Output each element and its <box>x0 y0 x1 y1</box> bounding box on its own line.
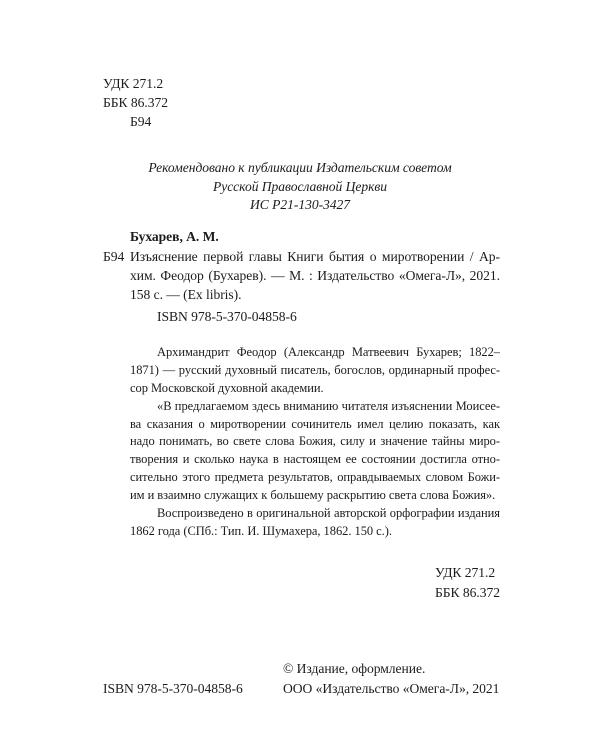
annotation-line: «В предлагаемом здесь вниманию читателя изъяснении Моисее- <box>157 398 500 413</box>
annotation-line: надо понимать, во свете слова Божия, силу и значение тайны миро- <box>130 434 500 449</box>
isbn-bottom: ISBN 978-5-370-04858-6 <box>103 681 243 696</box>
publisher-copyright: ООО «Издательство «Омега-Л», 2021 <box>283 681 500 696</box>
annotation-line: 1871) — русский духовный писатель, богослов, ординарный профес- <box>130 362 500 377</box>
author-mark: Б94 <box>130 114 152 129</box>
description-line: хим. Феодор (Бухарев). — М. : Издательство «Омега-Л», 2021. <box>130 268 500 283</box>
udk-code: УДК 271.2 <box>435 565 496 580</box>
recommendation-number: ИС Р21-130-3427 <box>249 197 351 213</box>
udk-code: УДК 271.2 <box>103 76 164 91</box>
recommendation-line: Русской Православной Церкви <box>212 178 388 194</box>
annotation-line: сор Московской духовной академии. <box>130 380 324 395</box>
classification-top <box>103 74 168 131</box>
description-author-mark: Б94 <box>103 249 125 264</box>
bibliographic-description <box>130 247 500 304</box>
annotation <box>130 344 500 541</box>
annotation-line: Воспроизведено в оригинальной авторской орфографии издания <box>157 506 500 521</box>
bbk-code: ББК 86.372 <box>435 585 500 600</box>
isbn: ISBN 978-5-370-04858-6 <box>157 309 297 324</box>
recommendation-line: Рекомендовано к публикации Издательским советом <box>148 160 452 175</box>
annotation-line: 1862 года (СПб.: Тип. И. Шумахера, 1862. 150 с.). <box>130 523 392 538</box>
description-line: 158 с. — (Ex libris). <box>130 287 242 302</box>
copyright-notice: © Издание, оформление. <box>283 661 426 676</box>
annotation-line: Архимандрит Феодор (Александр Матвеевич Бухарев; 1822– <box>157 345 500 359</box>
bbk-code: ББК 86.372 <box>103 95 168 110</box>
classification-right <box>435 563 500 603</box>
recommendation <box>0 159 600 215</box>
author-heading: Бухарев, А. М. <box>130 229 219 244</box>
annotation-line: творения и сколько наука в настоящем ее состоянии достигла отно- <box>130 452 500 467</box>
description-line: Изъяснение первой главы Книги бытия о миротворении / Ар- <box>130 249 500 264</box>
annotation-line: им и взаимно служащих к большему раскрытию света слова Божия». <box>130 488 496 503</box>
annotation-line: ва сказания о миротворении сочинитель имел целию показать, как <box>130 416 500 431</box>
annotation-line: сительно этого предмета результатов, оправдываемых словом Божи- <box>130 470 500 485</box>
